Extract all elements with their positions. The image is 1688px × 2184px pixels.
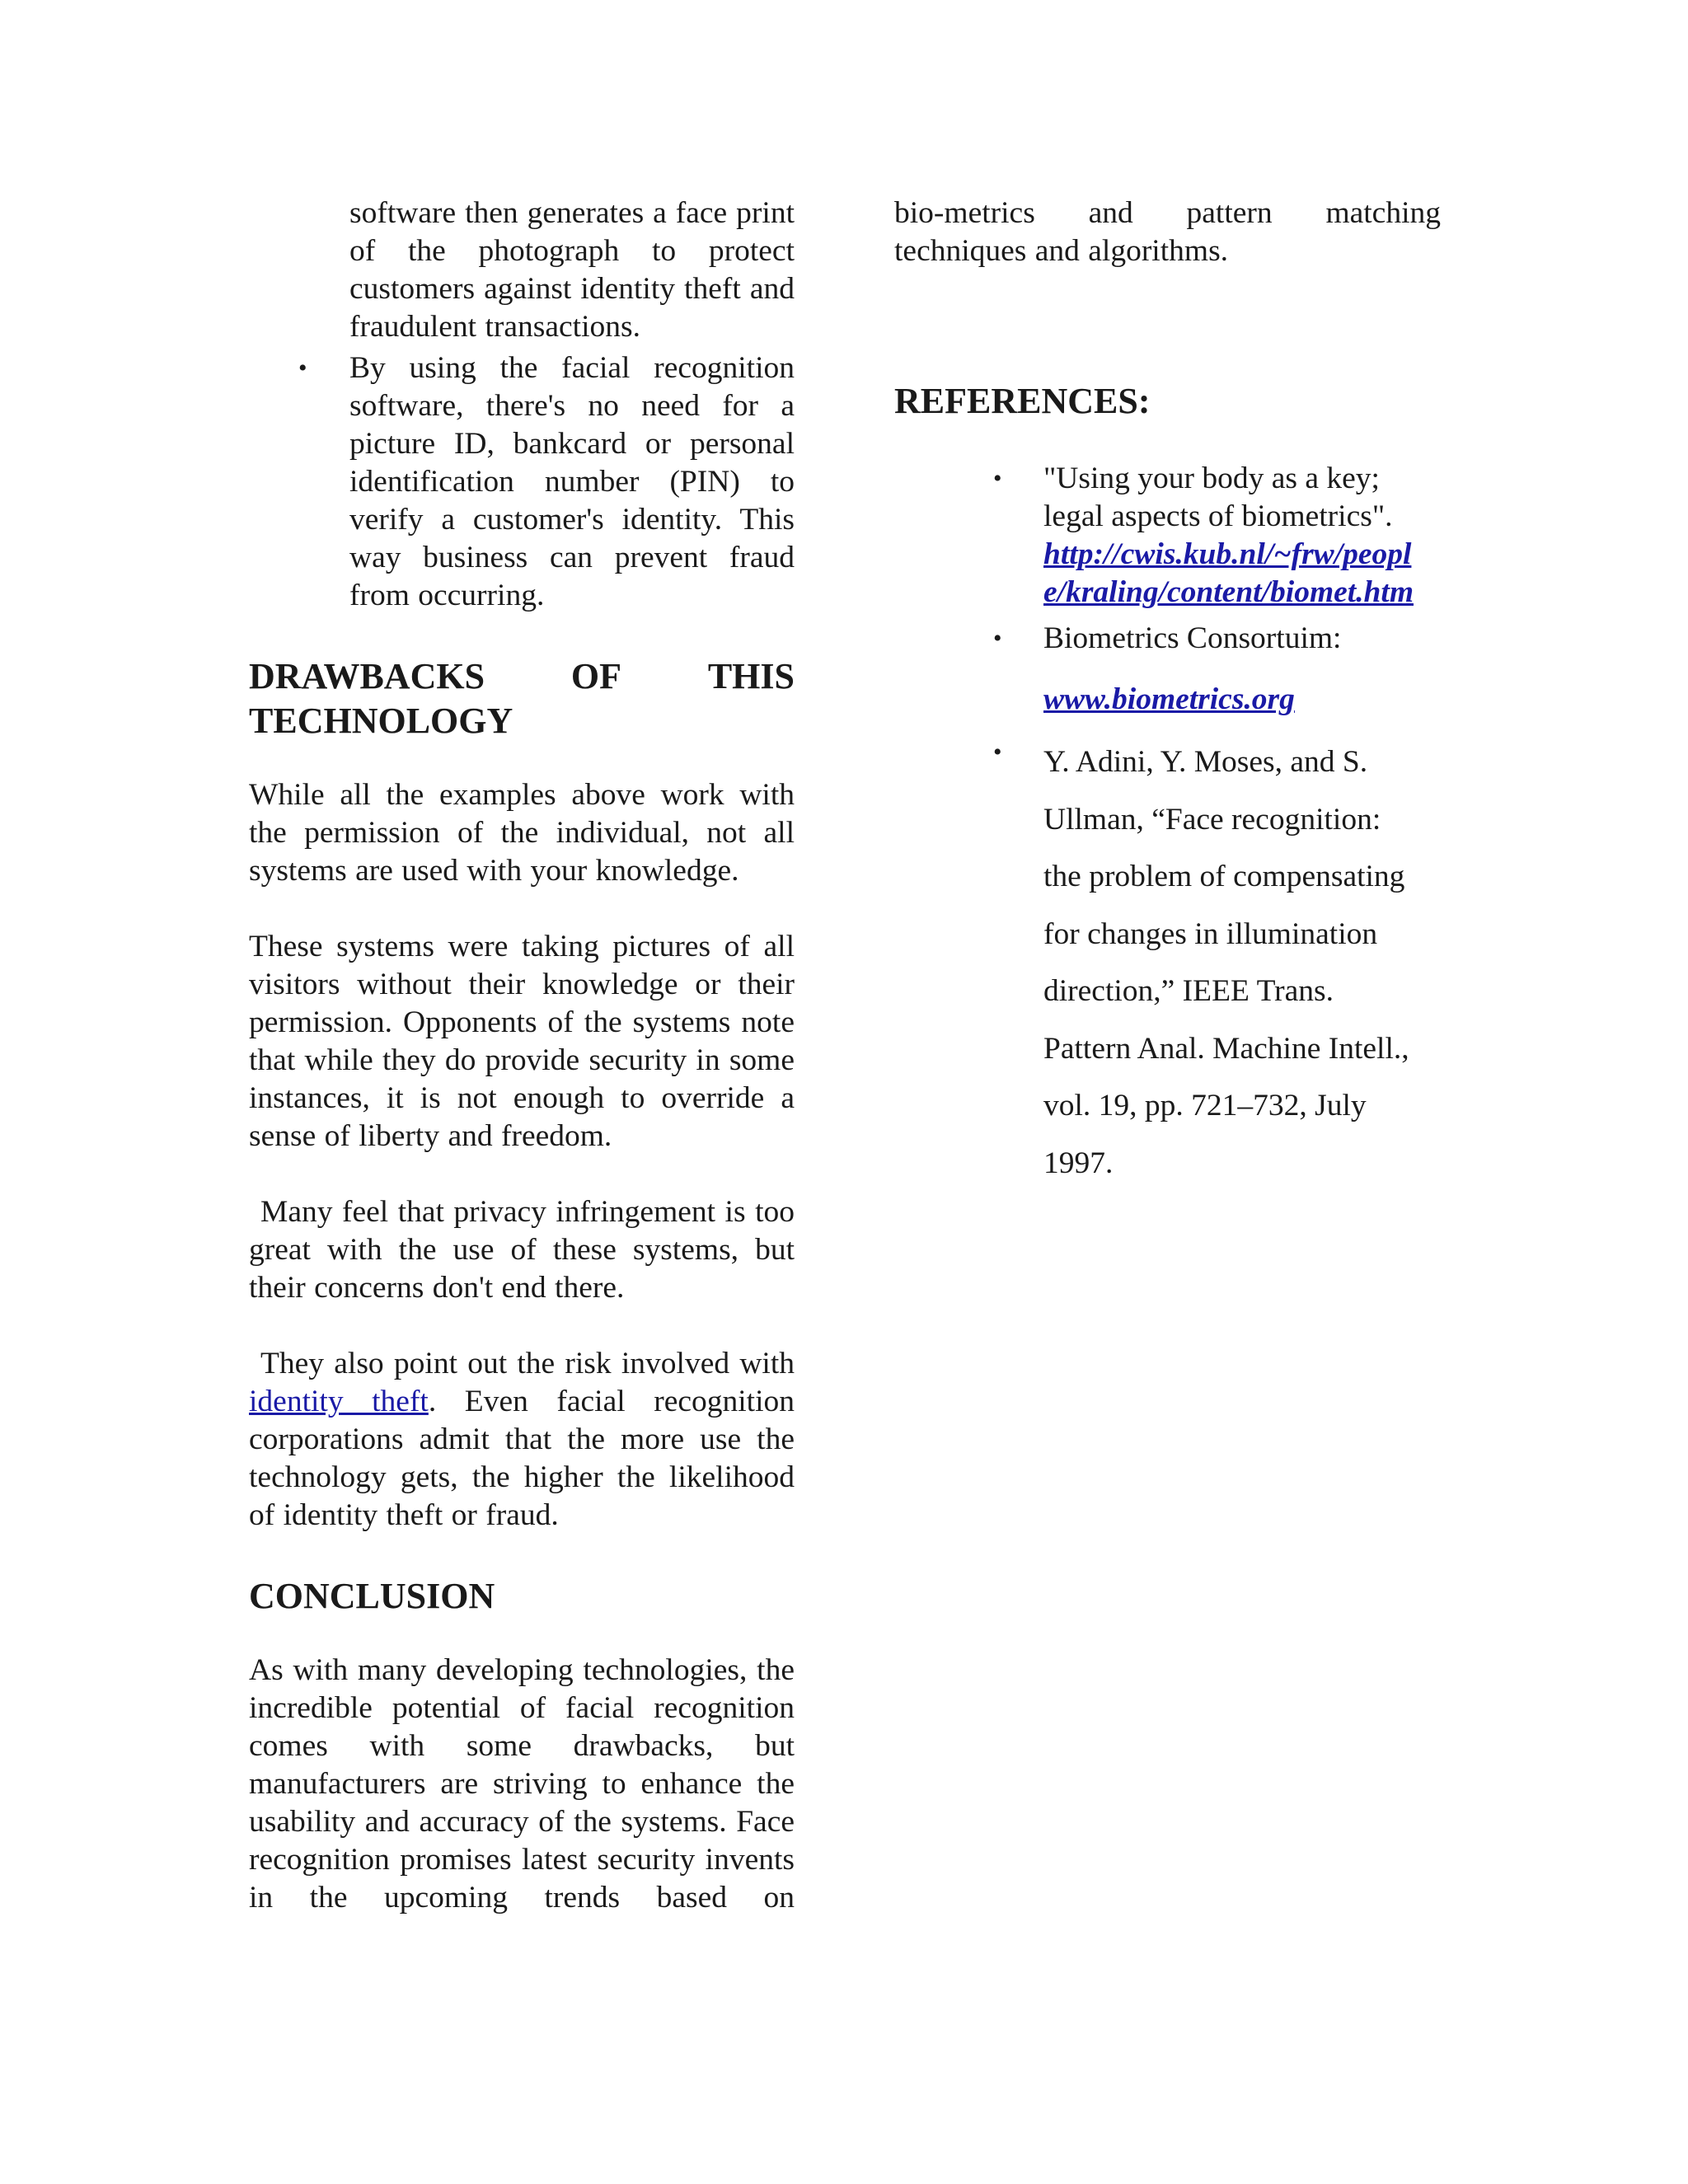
reference-3-text: Y. Adini, Y. Moses, and S. Ullman, “Face recognition: the problem of compensating for changes in illumination direction,” IEEE Trans. Pattern Anal. Machine Intell., vol. 19, pp. 721–732, July 1997. (1043, 745, 1409, 1180)
reference-1-link[interactable]: http://cwis.kub.nl/~frw/people/kraling/content/biomet.htm (1043, 537, 1414, 609)
paragraph-4-start: They also point out the risk involved with (260, 1347, 795, 1380)
right-column (894, 194, 1441, 1205)
paragraph-3: Many feel that privacy infringement is too great with the use of these systems, but their concerns don't end there. (249, 1195, 795, 1305)
left-column (249, 194, 795, 1917)
paragraph-1: While all the examples above work with the permission of the individual, not all systems are used with your knowledge. (249, 778, 795, 888)
identity-theft-link[interactable]: identity theft (249, 1385, 429, 1418)
reference-item-1 (894, 460, 1441, 612)
drawbacks-heading-word-1: DRAWBACKS (249, 656, 485, 696)
reference-2-link[interactable]: www.biometrics.org (1043, 682, 1295, 716)
bullet-dot: • (298, 354, 307, 382)
references-heading: REFERENCES: (894, 381, 1151, 421)
references-list (894, 460, 1441, 1192)
reference-item-3 (894, 733, 1441, 1192)
drawbacks-heading (249, 654, 795, 743)
bullet-dot: • (993, 738, 1002, 766)
bullet-dot: • (993, 625, 1002, 652)
reference-1-text: "Using your body as a key; legal aspects of biometrics". (1043, 462, 1393, 533)
drawbacks-heading-line-2: TECHNOLOGY (249, 701, 513, 741)
conclusion-heading: CONCLUSION (249, 1576, 495, 1616)
paragraph-4 (249, 1345, 795, 1535)
reference-item-2 (894, 620, 1441, 719)
bullet-item (249, 349, 795, 615)
right-continuation: bio-metrics and pattern matching techniques and algorithms. (894, 196, 1441, 268)
drawbacks-heading-word-2: OF (570, 656, 621, 696)
bullet-dot: • (993, 465, 1002, 492)
paragraph-4-end: . Even facial recognition corporations admit that the more use the technology gets, the higher the likelihood of identity theft or fraud. (249, 1385, 795, 1532)
paragraph-2: These systems were taking pictures of all visitors without their knowledge or their permission. Opponents of the systems note that while they do provide security in some instances, it is not enough to override a sense of liberty and freedom. (249, 930, 795, 1153)
conclusion-text: As with many developing technologies, the incredible potential of facial recognition comes with some drawbacks, but manufacturers are striving to enhance the usability and accuracy of the systems. Face recognition promises latest security invents in the upcoming trends based on (249, 1653, 795, 1915)
drawbacks-heading-word-3: THIS (707, 656, 795, 696)
reference-2-text: Biometrics Consortuim: (1043, 621, 1342, 655)
bullet-continuation: software then generates a face print of the photograph to protect customers against identity theft and fraudulent transactions. (349, 196, 795, 344)
bullet-text: By using the facial recognition software, there's no need for a picture ID, bankcard or personal identification number (PIN) to verify a customer's identity. This way business can prevent fraud from occurring. (349, 351, 795, 612)
